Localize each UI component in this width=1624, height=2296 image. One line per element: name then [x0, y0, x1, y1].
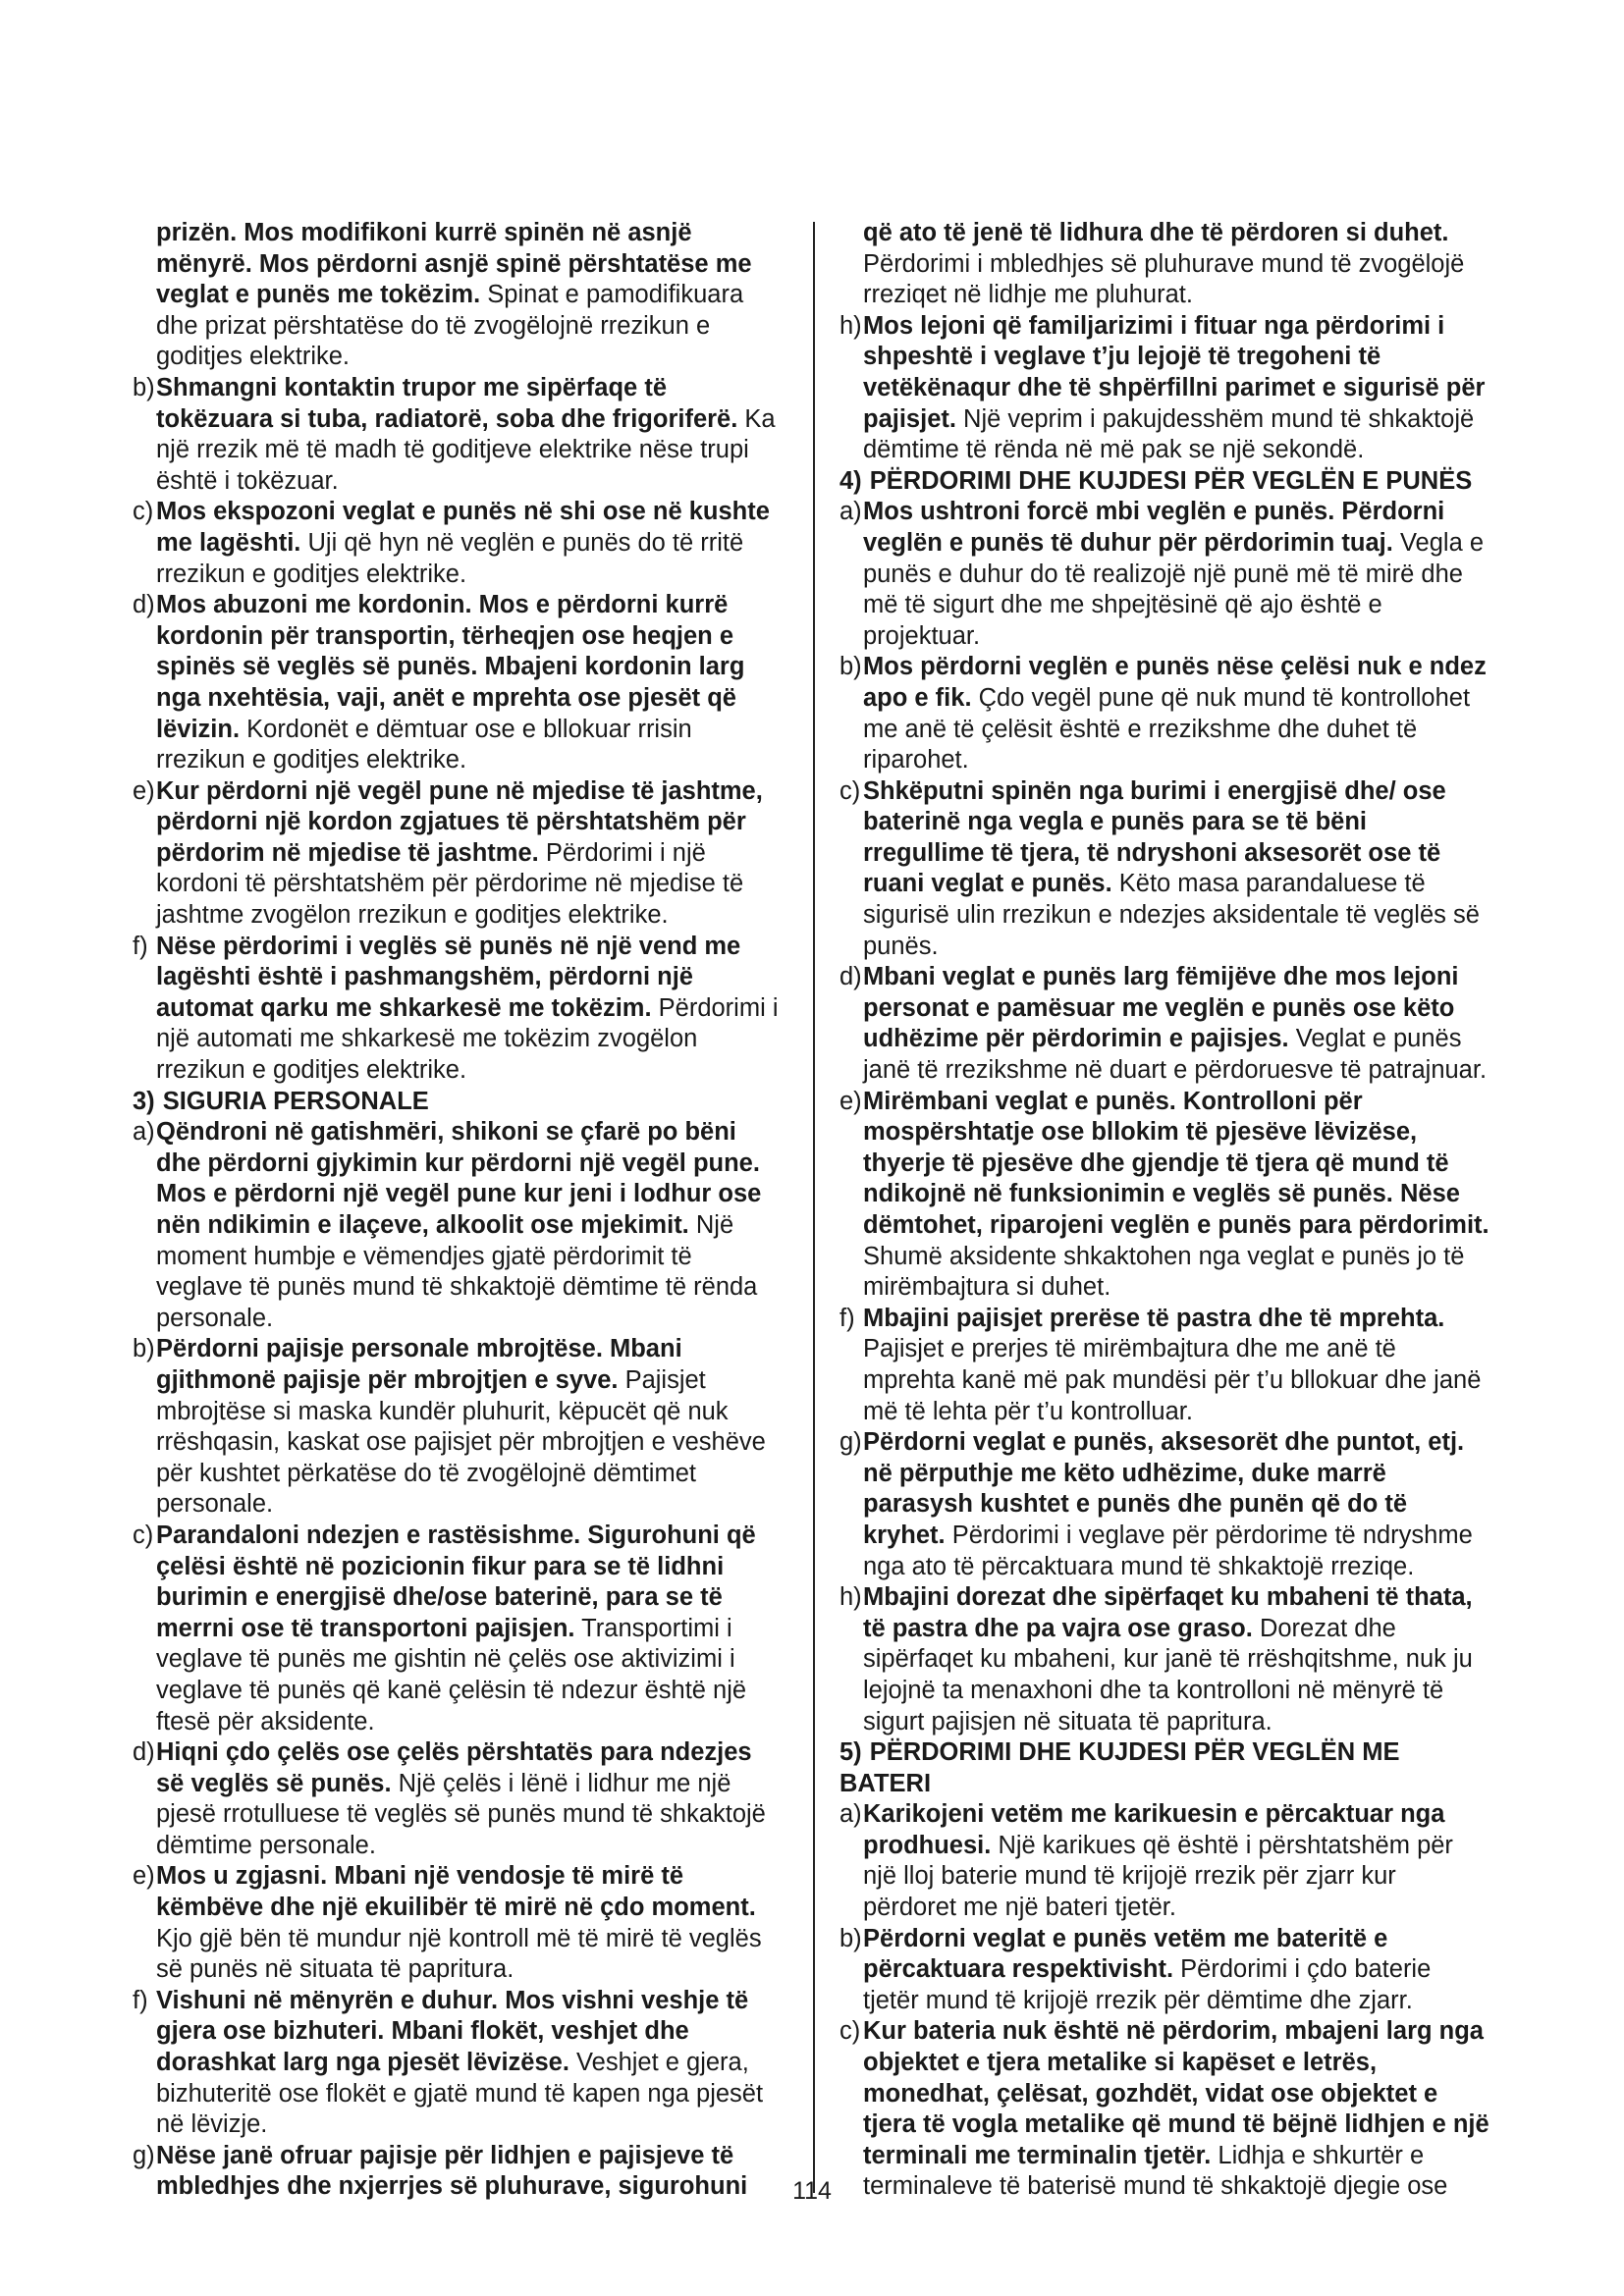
body-text: Dorezat dhe sipërfaqet ku mbaheni, kur janë të rrëshqitshme, nuk ju lejojnë ta menaxhoni dhe ta kontrolloni në mënyrë të sigurt pajisjen në situata të papritura. — [863, 1614, 1473, 1735]
body-text: Uji që hyn në veglën e punës do të rritë rrezikun e goditjes elektrike. — [156, 528, 744, 588]
instruction-item — [133, 590, 785, 776]
body-text: Kjo gjë bën të mundur një kontroll më të mirë të veglës së punës në situata të papritura. — [156, 1924, 762, 1984]
instruction-item — [839, 497, 1491, 652]
bold-text: Shkëputni spinën nga burimi i energjisë dhe/ ose baterinë nga vegla e punës para se të bëni rregullime të tjera, të ndryshoni aksesorët ose të ruani veglat e punës. — [863, 776, 1446, 898]
item-label: e) — [133, 776, 155, 805]
instruction-item — [133, 1861, 785, 1985]
section-title: PËRDORIMI DHE KUJDESI PËR VEGLËN ME BATERI — [839, 1738, 1400, 1797]
bold-text: Nëse janë ofruar pajisje për lidhjen e pajisjeve të mbledhjes dhe nxjerrjes së pluhurave, sigurohuni — [156, 2141, 748, 2201]
instruction-item — [133, 373, 785, 497]
bold-text: Përdorni veglat e punës vetëm me bateritë e përcaktuara respektivisht. — [863, 1924, 1388, 1984]
item-label: b) — [133, 373, 155, 401]
item-label: d) — [839, 963, 862, 991]
bold-text: Karikojeni vetëm me karikuesin e përcaktuar nga prodhuesi. — [863, 1800, 1445, 1859]
body-text: Çdo vegël pune që nuk mund të kontrollohet me anë të çelësit është e rrezikshme dhe duhet të riparohet. — [863, 683, 1471, 774]
bold-text: Përdorni veglat e punës, aksesorët dhe puntot, etj. në përputhje me këto udhëzime, duke marrë parasysh kushtet e punës dhe punën që do të kryhet. — [863, 1428, 1465, 1549]
body-text: Këto masa parandaluese të sigurisë ulin rrezikun e ndezjes aksidentale të veglës së punës. — [863, 870, 1480, 960]
column-divider — [813, 222, 815, 2193]
body-text: Spinat e pamodifikuara dhe prizat përshtatëse do të zvogëlojnë rrezikun e goditjes elektrike. — [156, 281, 744, 371]
item-label: h) — [839, 311, 862, 340]
bold-text: Mos ekspozoni veglat e punës në shi ose në kushte me lagështi. — [156, 498, 770, 557]
instruction-list — [839, 1799, 1491, 2203]
bold-text: Mbani veglat e punës larg fëmijëve dhe mos lejoni personat e pamësuar me veglën e punës ose këto udhëzime për përdorimin e pajisjes. — [863, 963, 1459, 1053]
body-text: Një karikues që është i përshtatshëm për një lloj baterie mund të krijojë rrezik për zjarr kur përdoret me një bateri tjetër. — [863, 1831, 1453, 1922]
body-text: Një veprim i pakujdesshëm mund të shkaktojë dëmtime të rënda në më pak se një sekondë. — [863, 404, 1475, 464]
instruction-item — [133, 1521, 785, 1737]
item-label: b) — [839, 653, 862, 681]
item-label: f) — [133, 1986, 148, 2014]
bold-text: Mos ushtroni forcë mbi veglën e punës. Përdorni veglën e punës të duhur për përdorimin tuaj. — [863, 498, 1445, 557]
item-label: a) — [839, 1800, 862, 1829]
bold-text: Mirëmbani veglat e punës. Kontrolloni për mospërshtatje ose bllokim të pjesëve lëvizëse, thyerje të pjesëve dhe gjendje të tjera që mund të ndikojnë në funksionimin e veglës së punës. Nëse dëmtohet, riparojeni veglën e punës para përdorimit. — [863, 1087, 1489, 1239]
instruction-item — [133, 1334, 785, 1521]
bold-text: Mos lejoni që familjarizimi i fituar nga përdorimi i shpeshtë i veglave t’ju lejojë të tregoheni të vetëkënaqur dhe të shpërfillni parimet e sigurisë për pajisjet. — [863, 311, 1486, 433]
body-text: Pajisjet e prerjes të mirëmbajtura dhe me anë të mprehta kanë më pak mundësi për t’u bllokuar dhe janë më të lehta për t’u kontrolluar. — [863, 1335, 1482, 1425]
item-label: c) — [133, 498, 154, 526]
left-column — [133, 218, 785, 2203]
instruction-list — [839, 497, 1491, 1737]
item-label: c) — [133, 1521, 154, 1549]
bold-text: Shmangni kontaktin trupor me sipërfaqe të tokëzuara si tuba, radiatorë, soba dhe frigoriferë. — [156, 373, 738, 433]
bold-text: Nëse përdorimi i veglës së punës në një vend me lagështi është i pashmangshëm, përdorni një automat qarku me shkarkesë me tokëzim. — [156, 932, 741, 1022]
page-number: 114 — [792, 2177, 832, 2205]
body-text: Shumë aksidente shkaktohen nga veglat e punës jo të mirëmbajtura si duhet. — [863, 1242, 1465, 1302]
instruction-item — [839, 1427, 1491, 1582]
item-label: e) — [133, 1862, 155, 1891]
body-text: Përdorimi i një automati me shkarkesë me tokëzim zvogëlon rrezikun e goditjes elektrike. — [156, 993, 779, 1085]
bold-text: Qëndroni në gatishmëri, shikoni se çfarë po bëni dhe përdorni gjykimin kur përdorni një vegël pune. Mos e përdorni një vegël pune kur jeni i lodhur ose nën ndikimin e ilaçeve, alkoolit ose mjekimit. — [156, 1118, 762, 1239]
bold-text: Kur përdorni një vegël pune në mjedise të jashtme, përdorni një kordon zgjatues të përshtatshëm për përdorim në mjedise të jashtme. — [156, 776, 763, 867]
item-label: c) — [839, 776, 861, 805]
body-text: Veglat e punës janë të rrezikshme në duart e përdoruesve të patrajnuar. — [863, 1025, 1488, 1085]
section-title: SIGURIA PERSONALE — [162, 1087, 429, 1115]
instruction-item — [839, 311, 1491, 466]
body-text: Lidhja e shkurtër e terminaleve të baterisë mund të shkaktojë djegie ose — [863, 2141, 1448, 2201]
right-column — [839, 218, 1491, 2203]
item-label: a) — [133, 1118, 155, 1147]
section-heading — [839, 466, 1491, 498]
instruction-item — [133, 776, 785, 932]
body-text: Vegla e punës e duhur do të realizojë një punë më të mirë dhe më të sigurt dhe me shpejtësinë që ajo është e projektuar. — [863, 528, 1485, 650]
section-number: 3) — [133, 1087, 155, 1115]
instruction-item — [839, 1924, 1491, 2017]
continued-paragraph — [839, 218, 1491, 311]
item-label: f) — [839, 1304, 855, 1332]
continued-paragraph — [133, 218, 785, 373]
bold-text: Përdorni pajisje personale mbrojtëse. Mbani gjithmonë pajisje për mbrojtjen e syve. — [156, 1335, 682, 1394]
body-text: Përdorimi i një kordoni të përshtatshëm për përdorime në mjedise të jashtme zvogëlon rrezikun e goditjes elektrike. — [156, 838, 744, 930]
body-text: Përdorimi i veglave për përdorime të ndryshme nga ato të përcaktuara mund të shkaktojë rreziqe. — [863, 1521, 1473, 1580]
item-label: h) — [839, 1583, 862, 1612]
instruction-item — [133, 932, 785, 1087]
bold-text: Mos abuzoni me kordonin. Mos e përdorni kurrë kordonin për transportin, tërheqjen ose heqjen e spinës së veglës së punës. Mbajeni kordonin larg nga nxehtësia, vaji, anët e mprehta ose pjesët që lëvizin. — [156, 591, 745, 743]
instruction-item — [839, 962, 1491, 1086]
body-text: Veshjet e gjera, bizhuteritë ose flokët e gjatë mund të kapen nga pjesët në lëvizje. — [156, 2049, 764, 2139]
body-text: Kordonët e dëmtuar ose e bllokuar rrisin rrezikun e goditjes elektrike. — [156, 715, 692, 774]
body-text: Përdorimi i çdo baterie tjetër mund të krijojë rrezik për dëmtime dhe zjarr. — [863, 1955, 1432, 2014]
instruction-item — [839, 1304, 1491, 1427]
instruction-item — [839, 1799, 1491, 1923]
bold-text: që ato të jenë të lidhura dhe të përdoren si duhet. — [863, 219, 1449, 246]
item-label: f) — [133, 932, 148, 960]
body-text: Një çelës i lënë i lidhur me një pjesë rrotulluese të veglës së punës mund të shkaktojë dëmtime personale. — [156, 1769, 766, 1859]
body-text: Transportimi i veglave të punës me gishtin në çelës ose aktivizimi i veglave të punës që kanë çelësin të ndezur është një ftesë për aksidente. — [156, 1614, 747, 1735]
instruction-list — [133, 373, 785, 1087]
instruction-item — [839, 1582, 1491, 1737]
bold-text: Mbajini dorezat dhe sipërfaqet ku mbaheni të thata, të pastra dhe pa vajra ose graso. — [863, 1583, 1473, 1642]
instruction-item — [839, 652, 1491, 775]
item-label: a) — [839, 498, 862, 526]
section-heading — [839, 1737, 1491, 1799]
item-label: c) — [839, 2017, 861, 2046]
instruction-item — [839, 776, 1491, 963]
instruction-item — [839, 1087, 1491, 1304]
section-number: 4) — [839, 466, 862, 495]
item-label: e) — [839, 1087, 862, 1115]
instruction-item — [133, 1117, 785, 1334]
item-label: b) — [839, 1924, 862, 1952]
instruction-item — [133, 1986, 785, 2141]
body-text: Pajisjet mbrojtëse si maska kundër pluhurit, këpucët që nuk rrëshqasin, kaskat ose pajisjet për mbrojtjen e veshëve për kushtet përkatëse do të zvogëlojnë dëmtimet personale. — [156, 1365, 766, 1519]
item-label: g) — [839, 1428, 862, 1457]
body-text: Një moment humbje e vëmendjes gjatë përdorimit të veglave të punës mund të shkaktojë dëmtime të rënda personale. — [156, 1211, 758, 1332]
instruction-item — [133, 497, 785, 590]
bold-text: Mos u zgjasni. Mbani një vendosje të mirë të këmbëve dhe një ekuilibër të mirë në çdo moment. — [156, 1862, 756, 1922]
bold-text: Hiqni çdo çelës ose çelës përshtatës para ndezjes së veglës së punës. — [156, 1738, 752, 1797]
section-title: PËRDORIMI DHE KUJDESI PËR VEGLËN E PUNËS — [869, 466, 1473, 495]
instruction-item — [133, 1737, 785, 1861]
bold-text: Kur bateria nuk është në përdorim, mbajeni larg nga objektet e tjera metalike si kapëset e letrës, monedhat, çelësat, gozhdët, vidat ose objektet e tjera të vogla metalike që mund të bëjnë lidhjen e një terminali me terminalin tjetër. — [863, 2017, 1489, 2169]
bold-text: prizën. Mos modifikoni kurrë spinën në asnjë mënyrë. Mos përdorni asnjë spinë përshtatëse me veglat e punës me tokëzim. — [156, 219, 752, 309]
bold-text: Mbajini pajisjet prerëse të pastra dhe të mprehta. — [863, 1304, 1445, 1332]
item-label: d) — [133, 1738, 155, 1767]
section-number: 5) — [839, 1738, 862, 1767]
item-label: b) — [133, 1335, 155, 1363]
body-text: Ka një rrezik më të madh të goditjeve elektrike nëse trupi është i tokëzuar. — [156, 404, 776, 495]
item-label: d) — [133, 591, 155, 619]
bold-text: Parandaloni ndezjen e rastësishme. Sigurohuni që çelësi është në pozicionin fikur para se të lidhni burimin e energjisë dhe/ose baterinë, para se të merrni ose të transportoni pajisjen. — [156, 1521, 756, 1642]
bold-text: Vishuni në mënyrën e duhur. Mos vishni veshje të gjera ose bizhuteri. Mbani flokët, veshjet dhe dorashkat larg nga pjesët lëvizëse. — [156, 1986, 749, 2077]
bold-text: Mos përdorni veglën e punës nëse çelësi nuk e ndez apo e fik. — [863, 653, 1487, 712]
section-heading — [133, 1087, 785, 1118]
body-text: Përdorimi i mbledhjes së pluhurave mund të zvogëlojë rreziqet në lidhje me pluhurat. — [863, 249, 1465, 309]
item-label: g) — [133, 2141, 155, 2169]
instruction-item — [839, 2016, 1491, 2203]
instruction-list — [133, 1117, 785, 2203]
